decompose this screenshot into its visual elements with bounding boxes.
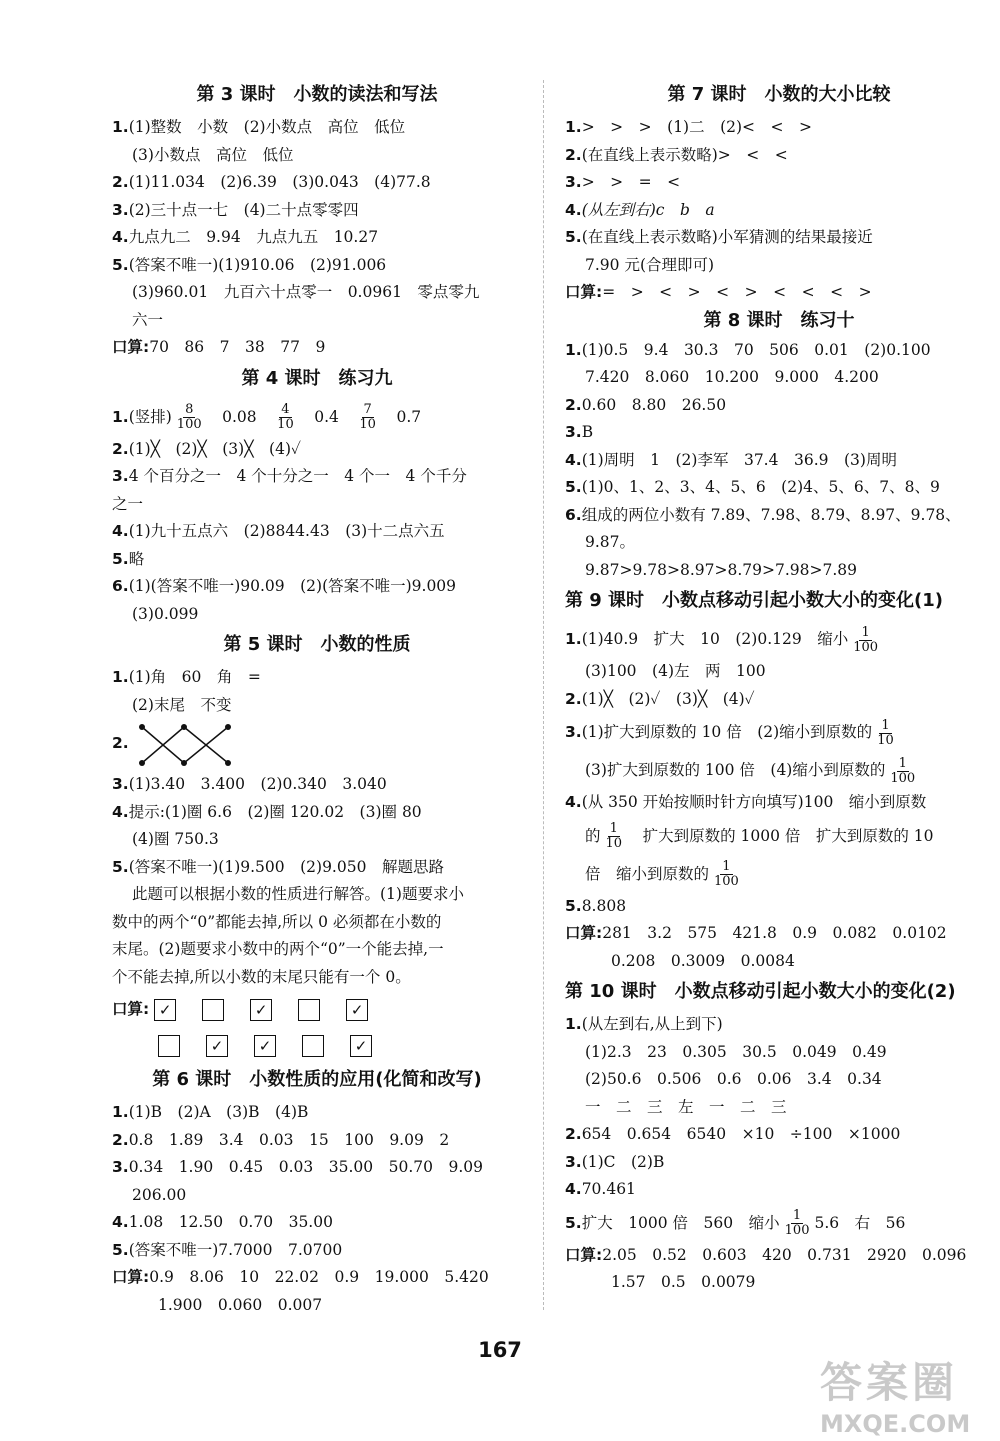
answer-line: 1.(1)角 60 角 = <box>112 668 261 686</box>
matching-lines-diagram <box>134 719 254 769</box>
answer-line: 5.(答案不唯一)7.7000 7.0700 <box>112 1240 343 1259</box>
answer-line: 7.90 元(合理即可) <box>585 255 715 274</box>
mental-math-line: 口算:0.9 8.06 10 22.02 0.9 19.000 5.420 <box>112 1268 489 1286</box>
answer-line: 1.> > > (1)二 (2)< < > <box>565 118 813 136</box>
check-box: ✓ <box>254 1035 276 1057</box>
answer-line: 1.(1)整数 小数 (2)小数点 高位 低位 <box>112 118 406 136</box>
fraction: $\frac{7}{10}$ <box>359 402 376 432</box>
answer-line: 2.654 0.654 6540 ×10 ÷100 ×1000 <box>565 1125 901 1143</box>
answer-line: 5.扩大 1000 倍 560 缩小 $\frac{1}{100}$ 5.6 右 56 <box>565 1208 906 1238</box>
section-title: 第 9 课时 小数点移动引起小数大小的变化(1) <box>565 590 944 611</box>
answer-line: 1.(从左到右,从上到下) <box>565 1015 723 1033</box>
answer-line: 的 $\frac{1}{10}$ 扩大到原数的 1000 倍 扩大到原数的 10 <box>585 821 934 851</box>
check-box <box>158 1035 180 1057</box>
answer-line: (4)圈 750.3 <box>132 830 219 848</box>
answer-line: 5.(答案不唯一)(1)9.500 (2)9.050 解题思路 <box>112 857 444 876</box>
answer-line: 4.(从 350 开始按顺时针方向填写)100 缩小到原数 <box>565 793 927 811</box>
answer-line: 2.(1)╳ (2)╳ (3)╳ (4)✓ <box>112 439 302 458</box>
section-title: 第 7 课时 小数的大小比较 <box>667 84 891 105</box>
answer-line: 2. <box>112 719 522 771</box>
fraction: $\frac{4}{10}$ <box>277 402 294 432</box>
column-divider <box>543 80 544 1310</box>
check-box: ✓ <box>206 1035 228 1057</box>
answer-line: 5.略 <box>112 549 145 568</box>
check-box <box>202 999 224 1021</box>
answer-line: 5.(答案不唯一)(1)910.06 (2)91.006 <box>112 255 387 274</box>
check-box: ✓ <box>350 1035 372 1057</box>
answer-line: 3.B <box>565 423 594 441</box>
page-number: 167 <box>478 1338 522 1362</box>
fraction: $\frac{8}{100}$ <box>176 402 202 432</box>
answer-line: 5.(在直线上表示数略)小军猜测的结果最接近 <box>565 228 873 246</box>
answer-line: 4.(从左到右)c b a <box>565 200 715 219</box>
answer-line: 9.87。 <box>585 533 636 551</box>
answer-line: 2.0.60 8.80 26.50 <box>565 395 727 414</box>
mental-math-line: 口算:281 3.2 575 421.8 0.9 0.082 0.0102 <box>565 924 947 942</box>
mental-math-line <box>112 1027 522 1063</box>
section-title: 第 4 课时 练习九 <box>241 367 393 389</box>
fraction: $\frac{1}{10}$ <box>605 821 623 851</box>
answer-line: (2)50.6 0.506 0.6 0.06 3.4 0.34 <box>585 1070 882 1088</box>
answer-line: 206.00 <box>132 1185 187 1204</box>
answer-line: 末尾。(2)题要求小数中的两个“0”一个能去掉,一 <box>112 940 444 958</box>
answer-line: 4.九点九二 9.94 九点九五 10.27 <box>112 228 379 246</box>
answer-line: 2.0.8 1.89 3.4 0.03 15 100 9.09 2 <box>112 1130 450 1149</box>
fraction: $\frac{1}{10}$ <box>877 717 894 748</box>
check-box: ✓ <box>346 999 368 1021</box>
answer-line: 5.8.808 <box>565 896 627 915</box>
answer-line: 2.(1)╳ (2)✓ (3)╳ (4)✓ <box>565 689 755 708</box>
answer-line: 个不能去掉,所以小数的末尾只能有一个 0。 <box>112 967 411 986</box>
answer-line: (1)2.3 23 0.305 30.5 0.049 0.49 <box>585 1042 887 1061</box>
answer-line: 数中的两个“0”都能去掉,所以 0 必须都在小数的 <box>112 912 442 931</box>
answer-line: (2)末尾 不变 <box>132 695 232 714</box>
answer-line: 1.(1)B (2)A (3)B (4)B <box>112 1103 309 1121</box>
mental-math-line: 口算:2.05 0.52 0.603 420 0.731 2920 0.096 <box>565 1245 967 1264</box>
answer-line: 7.420 8.060 10.200 9.000 4.200 <box>585 368 879 386</box>
answer-line: 3.(1)3.40 3.400 (2)0.340 3.040 <box>112 775 387 793</box>
fraction: $\frac{1}{100}$ <box>784 1208 810 1238</box>
answer-line: 3.0.34 1.90 0.45 0.03 35.00 50.70 9.09 <box>112 1158 483 1176</box>
check-box: ✓ <box>250 999 272 1021</box>
mental-math-line: 口算:70 86 7 38 77 9 <box>112 338 326 356</box>
answer-line: (3)0.099 <box>132 604 199 623</box>
answer-line: 六一 <box>132 310 164 329</box>
answer-line: 1.(1)0.5 9.4 30.3 70 506 0.01 (2)0.100 <box>565 340 931 359</box>
section-title: 第 3 课时 小数的读法和写法 <box>196 84 438 105</box>
answer-line: 5.(1)0、1、2、3、4、5、6 (2)4、5、6、7、8、9 <box>565 478 940 496</box>
answer-line: 3.4 个百分之一 4 个十分之一 4 个一 4 个千分 <box>112 467 467 485</box>
answer-line: 3.(1)C (2)B <box>565 1152 665 1171</box>
check-box <box>298 999 320 1021</box>
answer-line: 倍 缩小到原数的 $\frac{1}{100}$ <box>585 859 739 889</box>
mental-math-line: 1.57 0.5 0.0079 <box>611 1273 756 1291</box>
answer-line: 2.(1)11.034 (2)6.39 (3)0.043 (4)77.8 <box>112 173 431 191</box>
answer-line: 9.87>9.78>8.97>8.79>7.98>7.89 <box>585 560 858 579</box>
answer-line: 3.(2)三十点一七 (4)二十点零零四 <box>112 200 359 219</box>
answer-line: (3)扩大到原数的 100 倍 (4)缩小到原数的 $\frac{1}{100}$ <box>585 755 916 786</box>
answer-line: 1.(1)40.9 扩大 10 (2)0.129 缩小 $\frac{1}{100}$ <box>565 624 879 655</box>
mental-math-line: 0.208 0.3009 0.0084 <box>611 951 795 970</box>
section-title: 第 6 课时 小数性质的应用(化简和改写) <box>152 1069 482 1090</box>
answer-line: (3)100 (4)左 两 100 <box>585 662 766 680</box>
answer-line: 6.(1)(答案不唯一)90.09 (2)(答案不唯一)9.009 <box>112 577 457 595</box>
answer-line: 4.70.461 <box>565 1180 636 1198</box>
mental-math-line: 口算:= > < > < > < < < > <box>565 283 872 301</box>
fraction: $\frac{1}{100}$ <box>890 755 916 786</box>
mental-math-line: 口算: ✓ ✓ ✓ <box>112 991 522 1027</box>
answer-line: 3.(1)扩大到原数的 10 倍 (2)缩小到原数的 $\frac{1}{10}$ <box>565 717 894 748</box>
answer-line: 6.组成的两位小数有 7.89、7.98、8.79、8.97、9.78、 <box>565 505 961 524</box>
fraction: $\frac{1}{100}$ <box>853 624 879 655</box>
answer-line: 此题可以根据小数的性质进行解答。(1)题要求小 <box>132 885 464 903</box>
answer-line: (3)960.01 九百六十点零一 0.0961 零点零九 <box>132 283 480 301</box>
watermark-logo: 答案圈 <box>820 1358 959 1407</box>
watermark-url: MXQE.COM <box>820 1410 971 1438</box>
answer-line: 1.(竖排) $\frac{8}{100}$ 0.08 $\frac{4}{10}$ 0.4 $\frac{7}{10}$ 0.7 <box>112 402 422 432</box>
section-title: 第 10 课时 小数点移动引起小数大小的变化(2) <box>565 981 956 1002</box>
answer-line: 4.1.08 12.50 0.70 35.00 <box>112 1213 333 1231</box>
answer-line: (3)小数点 高位 低位 <box>132 145 294 164</box>
answer-line: 一 二 三 左 一 二 三 <box>585 1097 787 1116</box>
left-column <box>112 78 522 1319</box>
answer-line: 4.(1)周明 1 (2)李军 37.4 36.9 (3)周明 <box>565 450 897 469</box>
answer-line: 之一 <box>112 494 144 513</box>
section-title: 第 8 课时 练习十 <box>703 309 855 331</box>
check-box: ✓ <box>154 999 176 1021</box>
mental-math-line: 1.900 0.060 0.007 <box>158 1295 323 1314</box>
answer-line: 3.> > = < <box>565 173 681 191</box>
fraction: $\frac{1}{100}$ <box>714 859 739 889</box>
right-column <box>565 78 993 1297</box>
check-box <box>302 1035 324 1057</box>
answer-line: 4.提示:(1)圈 6.6 (2)圈 120.02 (3)圈 80 <box>112 802 422 821</box>
answer-line: 4.(1)九十五点六 (2)8844.43 (3)十二点六五 <box>112 522 445 540</box>
watermark <box>820 1350 970 1438</box>
section-title: 第 5 课时 小数的性质 <box>223 634 411 655</box>
answer-line: 2.(在直线上表示数略)> < < <box>565 145 788 164</box>
